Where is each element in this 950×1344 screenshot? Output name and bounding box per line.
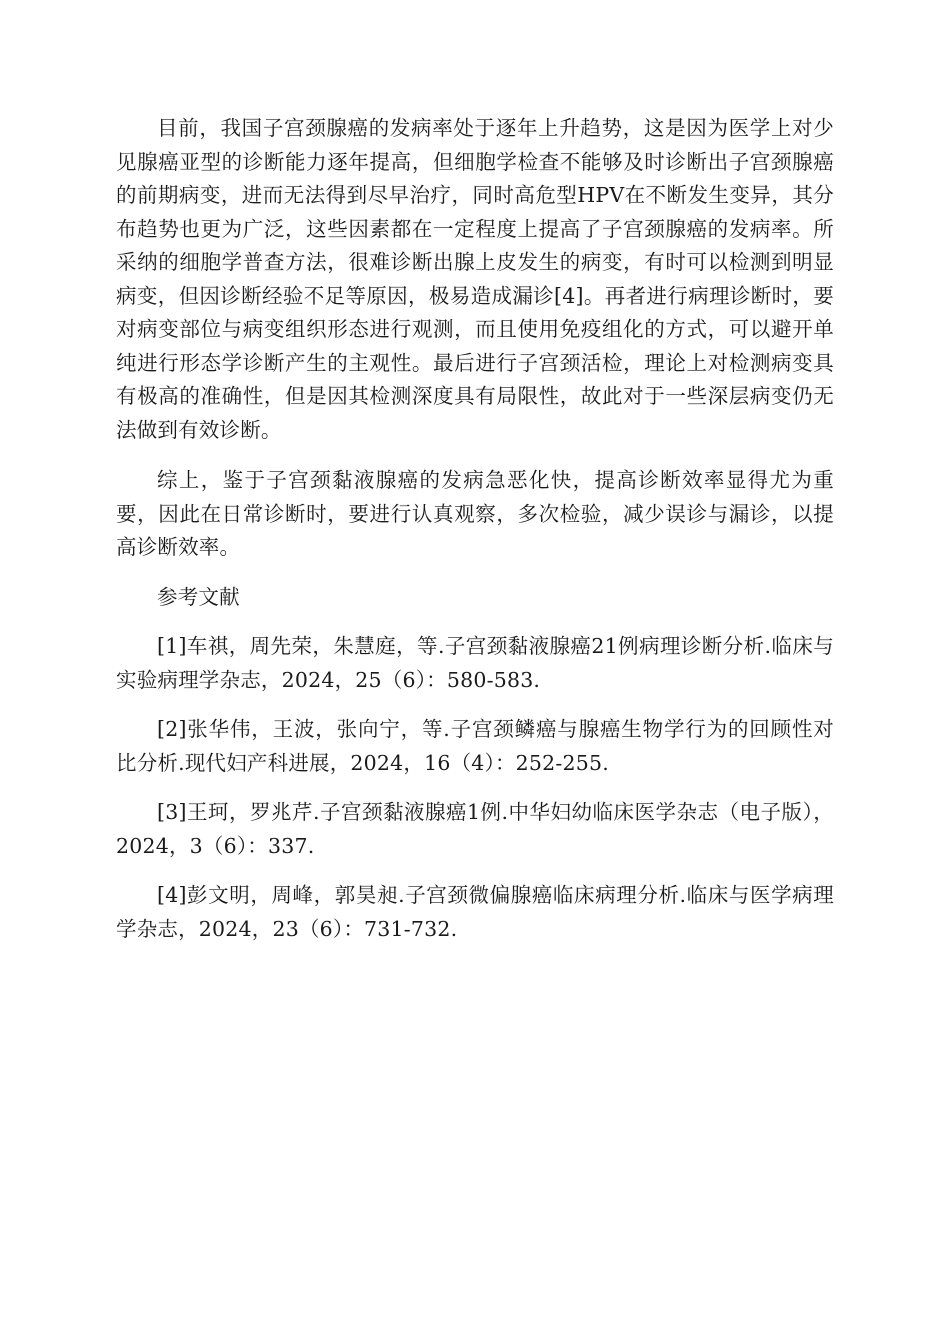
document-page [116,112,834,946]
reference-item-4: [4]彭文明，周峰，郭昊昶.子宫颈微偏腺癌临床病理分析.临床与医学病理学杂志，2024，23（6）：731-732. [116,883,834,941]
references-heading: 参考文献 [157,584,240,609]
reference-item-3: [3]王珂，罗兆芹.子宫颈黏液腺癌1例.中华妇幼临床医学杂志（电子版），2024，3（6）：337. [116,800,834,858]
body-paragraph-2: 综上，鉴于子宫颈黏液腺癌的发病急恶化快，提高诊断效率显得尤为重要，因此在日常诊断时，要进行认真观察，多次检验，减少误诊与漏诊，以提高诊断效率。 [116,468,834,559]
reference-item-2: [2]张华伟，王波，张向宁，等.子宫颈鳞癌与腺癌生物学行为的回顾性对比分析.现代妇产科进展，2024，16（4）：252-255. [116,717,834,775]
reference-item-1: [1]车祺，周先荣，朱慧庭，等.子宫颈黏液腺癌21例病理诊断分析.临床与实验病理学杂志，2024，25（6）：580-583. [116,634,834,692]
body-paragraph-1: 目前，我国子宫颈腺癌的发病率处于逐年上升趋势，这是因为医学上对少见腺癌亚型的诊断能力逐年提高，但细胞学检查不能够及时诊断出子宫颈腺癌的前期病变，进而无法得到尽早治疗，同时高危型HPV在不断发生变异，其分布趋势也更为广泛，这些因素都在一定程度上提高了子宫颈腺癌的发病率。所采纳的细胞学普查方法，很难诊断出腺上皮发生的病变，有时可以检测到明显病变，但因诊断经验不足等原因，极易造成漏诊[4]。再者进行病理诊断时，要对病变部位与病变组织形态进行观测，而且使用免疫组化的方式，可以避开单纯进行形态学诊断产生的主观性。最后进行子宫颈活检，理论上对检测病变具有极高的准确性，但是因其检测深度具有局限性，故此对于一些深层病变仍无法做到有效诊断。 [116,116,834,442]
